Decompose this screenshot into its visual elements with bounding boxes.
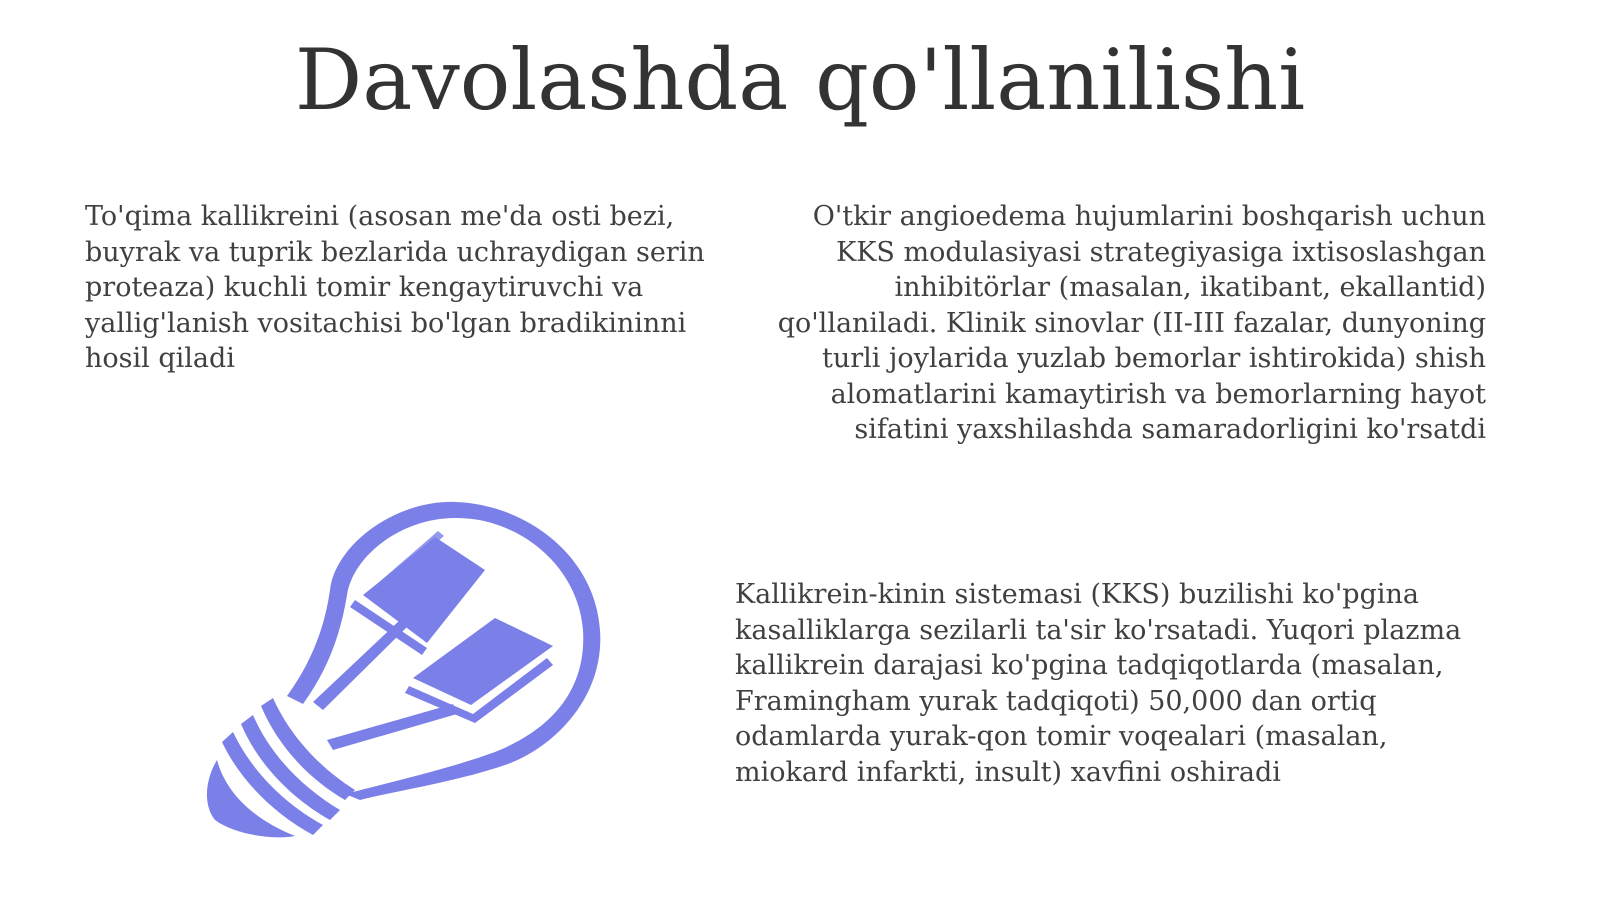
paragraph-angioedema-treatment: O'tkir angioedema hujumlarini boshqarish uchun KKS modulasiyasi strategiyasiga ixtisoslashgan inhibitörlar (masalan, ikatibant, ekallantid) qo'llaniladi. Klinik sinovlar (II-III fazalar, dunyoning turli joylarida yuzlab bemorlar ishtirokida) shish alomatlarini kamaytirish va bemorlarning hayot sifatini yaxshilashda samaradorligini ko'rsatdi xyxy=(777,201,1486,445)
lightbulb-book-icon xyxy=(195,500,625,850)
paragraph-kks-disorders: Kallikrein-kinin sistemasi (KKS) buzilishi ko'pgina kasalliklarga sezilarli ta'sir ko'rsatadi. Yuqori plazma kallikrein darajasi ko'pgina tadqiqotlarda (masalan, Framingham yurak tadqiqoti) 50,000 dan ortiq odamlarda yurak-qon tomir voqealari (masalan, miokard infarkti, insult) xavfini oshiradi xyxy=(735,579,1462,788)
slide-title: Davolashda qo'llanilishi xyxy=(294,31,1306,129)
paragraph-tissue-kallikrein: To'qima kallikreini (asosan me'da osti bezi, buyrak va tuprik bezlarida uchraydigan serin proteaza) kuchli tomir kengaytiruvchi va yallig'lanish vositachisi bo'lgan bradikininni hosil qiladi xyxy=(85,201,705,374)
